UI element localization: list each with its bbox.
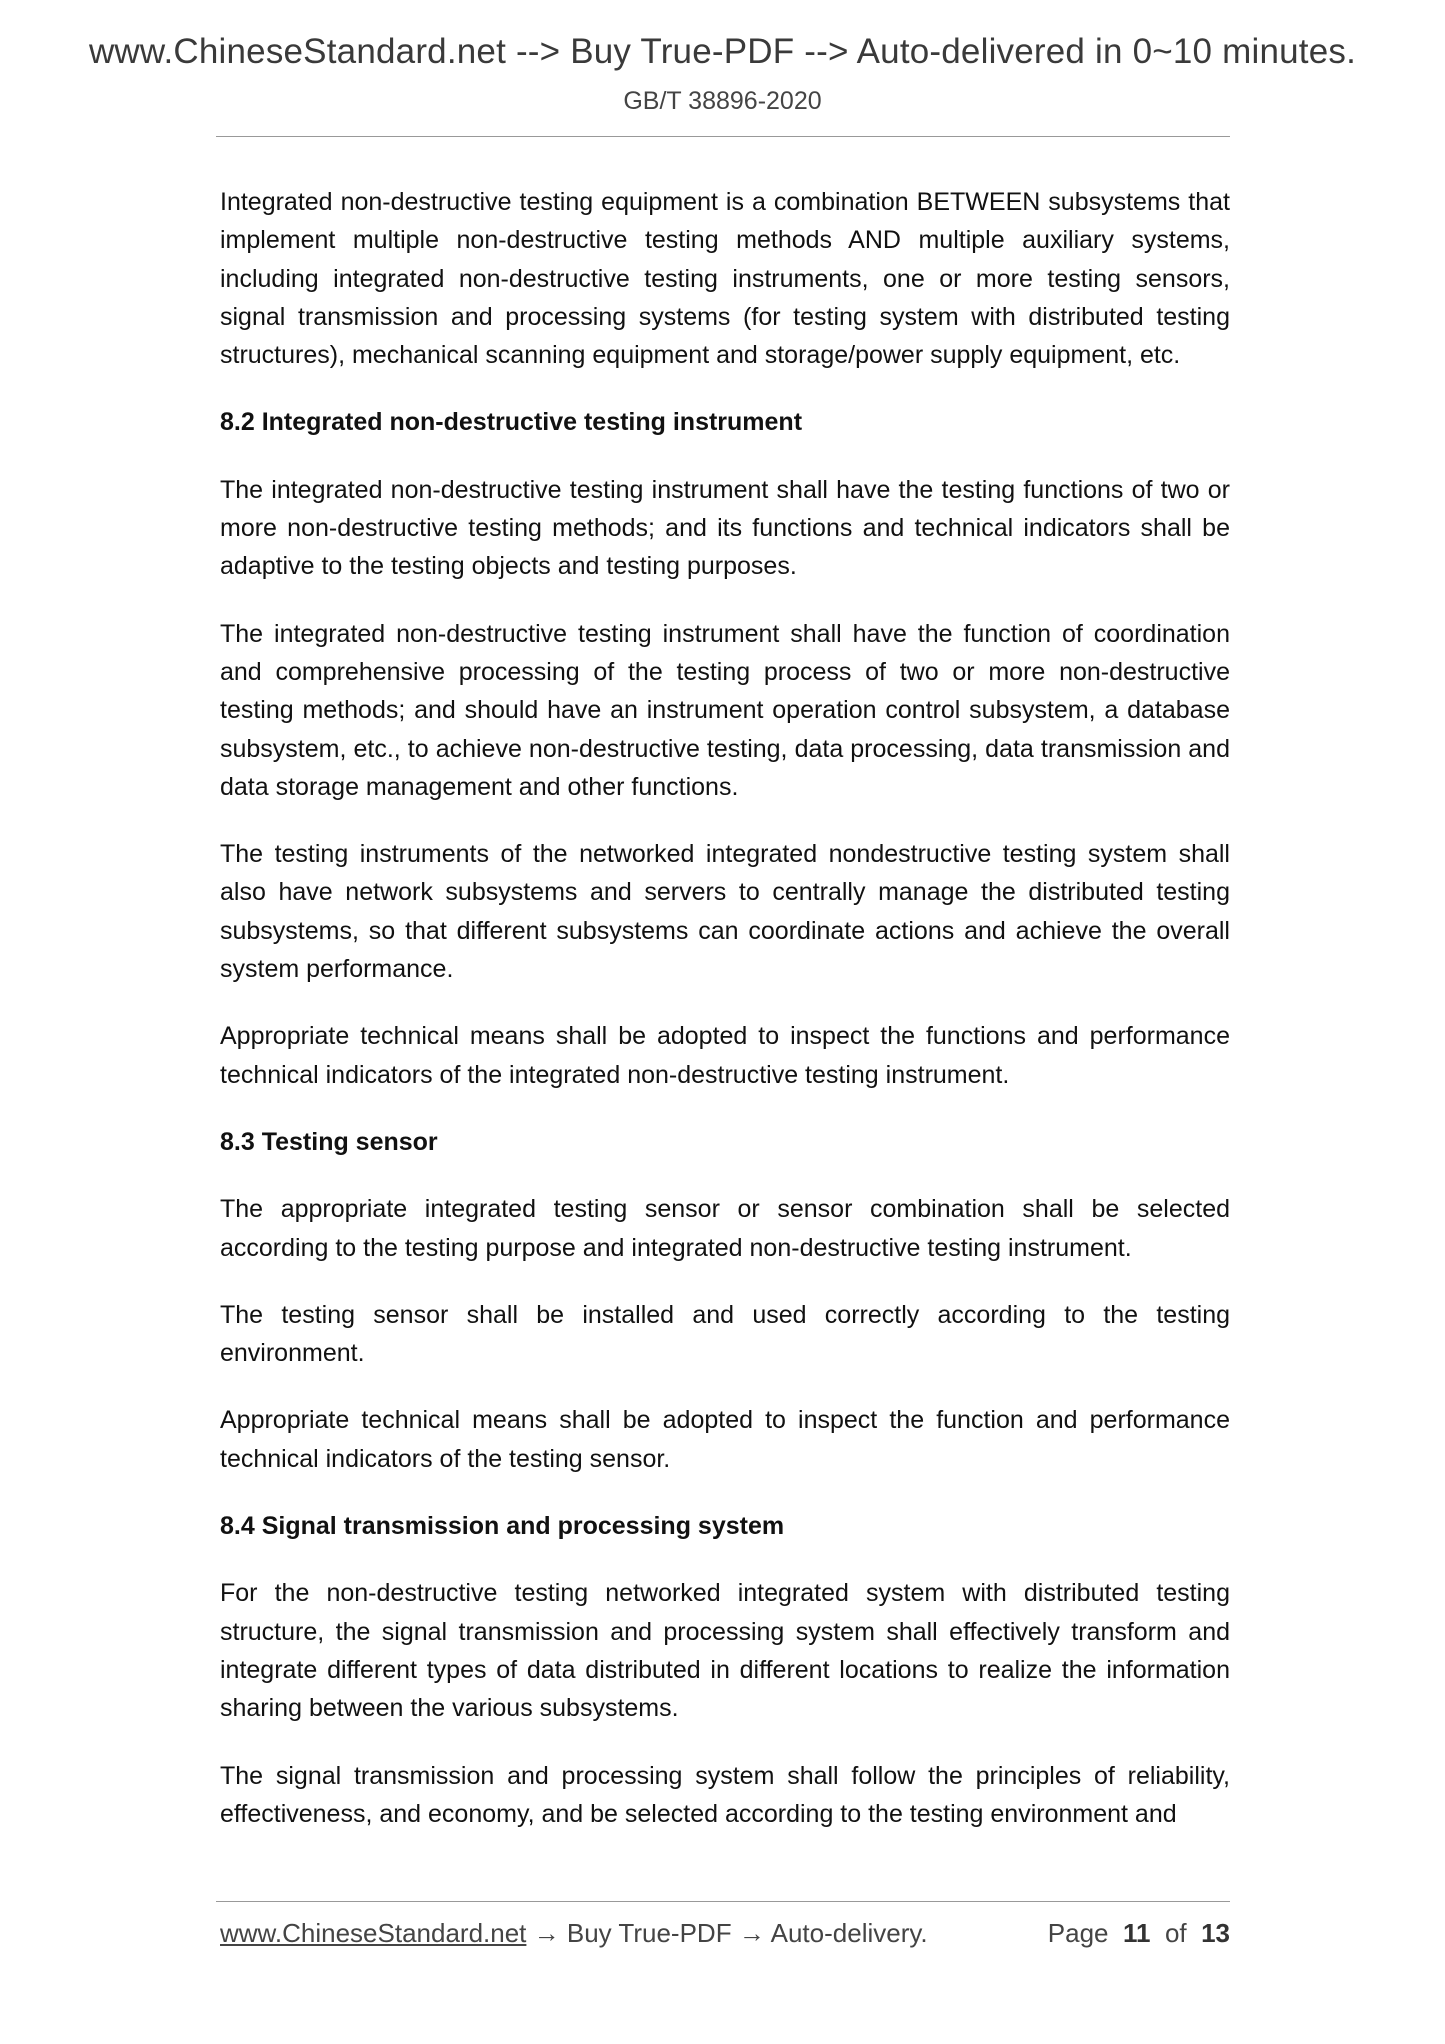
footer-delivery-text: Auto-delivery.	[770, 1918, 928, 1948]
footer-buy-text: Buy True-PDF	[566, 1918, 732, 1948]
standard-number: GB/T 38896-2020	[623, 87, 822, 115]
page-label: Page	[1047, 1918, 1109, 1948]
arrow-right-icon: →	[738, 1918, 765, 1948]
page-total: 13	[1201, 1918, 1230, 1948]
paragraph-8-3-1: The appropriate integrated testing sensor or sensor combination shall be selected according to the testing purpose and integrated non-destructive testing instrument.	[220, 1195, 1230, 1262]
document-body	[220, 183, 1230, 1862]
paragraph-8-2-4: Appropriate technical means shall be adopted to inspect the functions and performance technical indicators of the integrated non-destructive testing instrument.	[220, 1022, 1230, 1089]
section-heading-8-3: 8.3 Testing sensor	[220, 1127, 438, 1156]
header-divider	[216, 136, 1230, 137]
paragraph-8-2-3: The testing instruments of the networked integrated nondestructive testing system shall also have network subsystems and servers to centrally manage the distributed testing subsystems, so that different subsystems can coordinate actions and achieve the overall system performance.	[220, 840, 1230, 984]
page-indicator	[1048, 1918, 1230, 1949]
paragraph-8-3-2: The testing sensor shall be installed and used correctly according to the testing environment.	[220, 1300, 1230, 1368]
section-heading-8-4: 8.4 Signal transmission and processing system	[220, 1512, 785, 1541]
paragraph-8-2-2: The integrated non-destructive testing instrument shall have the function of coordination and comprehensive processing of the testing process of two or more non-destructive testing methods; and should have an instrument operation control subsystem, a database subsystem, etc., to achieve non-destructive testing, data processing, data transmission and data storage management and other functions.	[220, 619, 1230, 801]
paragraph-8-4-1: For the non-destructive testing networked integrated system with distributed testing structure, the signal transmission and processing system shall effectively transform and integrate different types of data distributed in different locations to realize the information sharing between the various subsystems.	[220, 1579, 1230, 1723]
section-heading-8-2: 8.2 Integrated non-destructive testing instrument	[220, 408, 803, 437]
top-banner: www.ChineseStandard.net --> Buy True-PDF --> Auto-delivered in 0~10 minutes.	[88, 32, 1357, 71]
page-current: 11	[1122, 1918, 1151, 1948]
footer-divider	[216, 1901, 1230, 1902]
paragraph-8-2-1: The integrated non-destructive testing instrument shall have the testing functions of two or more non-destructive testing methods; and its functions and technical indicators shall be adaptive to the testing objects and testing purposes.	[220, 475, 1230, 581]
arrow-right-icon: →	[533, 1918, 560, 1948]
paragraph-8-4-2: The signal transmission and processing system shall follow the principles of reliability, effectiveness, and economy, and be selected according to the testing environment and	[220, 1761, 1230, 1828]
paragraph-8-3-3: Appropriate technical means shall be adopted to inspect the function and performance technical indicators of the testing sensor.	[220, 1406, 1230, 1473]
of-label: of	[1164, 1918, 1187, 1948]
page-footer	[220, 1918, 1230, 1958]
paragraph-intro: Integrated non-destructive testing equipment is a combination BETWEEN subsystems that implement multiple non-destructive testing methods AND multiple auxiliary systems, including integrated non-destructive testing instruments, one or more testing sensors, signal transmission and processing systems (for testing system with distributed testing structures), mechanical scanning equipment and storage/power supply equipment, etc.	[220, 188, 1230, 370]
footer-links	[220, 1918, 928, 1949]
footer-site-link[interactable]: www.ChineseStandard.net	[220, 1918, 527, 1948]
